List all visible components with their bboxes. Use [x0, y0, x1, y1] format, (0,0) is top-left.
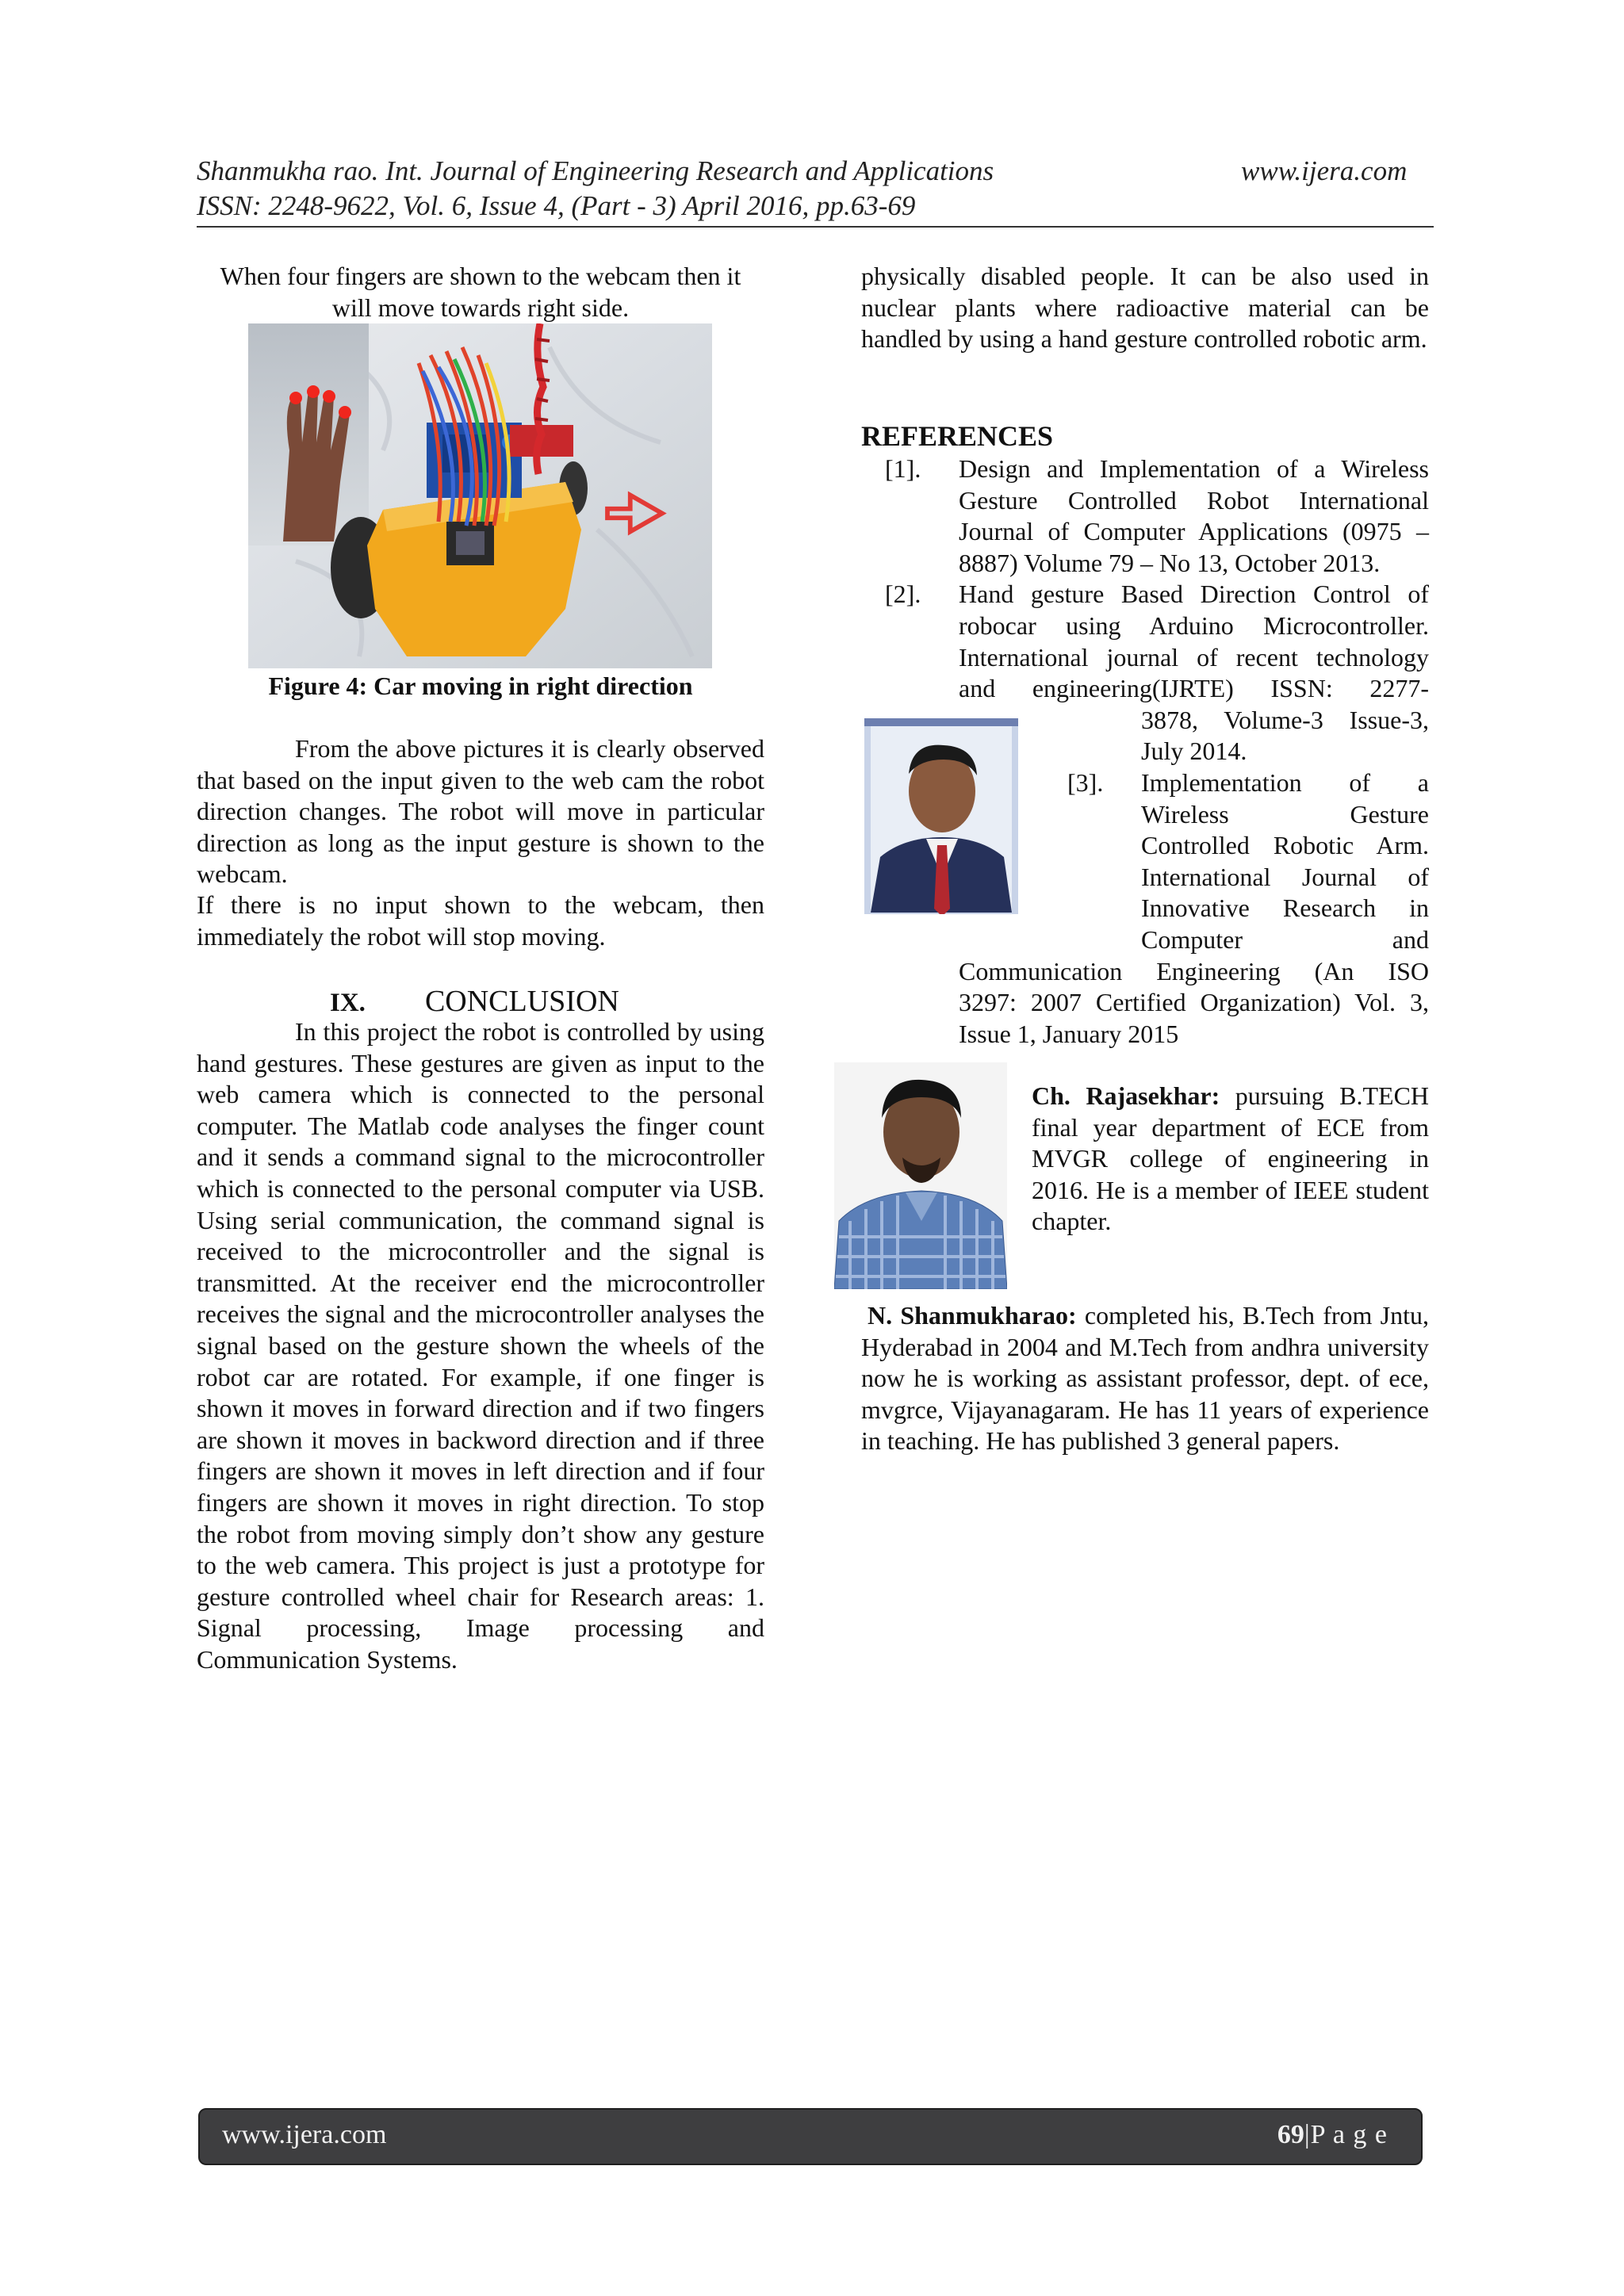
- ref3-line-6: Computer and: [1141, 925, 1429, 954]
- ref3-line-8: 3297: 2007 Certified Organization) Vol. 3,: [959, 988, 1429, 1017]
- ref1-line-3: Journal of Computer Applications (0975 –: [959, 517, 1429, 546]
- page-number: 69: [1277, 2120, 1304, 2149]
- ref3-line-7: Communication Engineering (An ISO: [959, 956, 1429, 985]
- footer-website: www.ijera.com: [222, 2120, 387, 2149]
- header-rule: [197, 226, 1434, 228]
- ref1-line-1: Design and Implementation of a Wireless: [959, 454, 1429, 483]
- intro-line-2: will move towards right side.: [331, 293, 630, 322]
- continued-paragraph: physically disabled people. It can be also used in nuclear plants where radioactive material can be handled by using a hand gesture controlled robotic arm.: [861, 262, 1429, 354]
- ref3-number: [3].: [1067, 768, 1104, 797]
- portrait-image: [864, 718, 1018, 922]
- ref2-line-2: robocar using Arduino Microcontroller.: [959, 611, 1429, 640]
- ref3-line-9: Issue 1, January 2015: [959, 1019, 1179, 1048]
- ref3-line-1: Implementation of a: [1141, 768, 1429, 797]
- footer-page: [1277, 2120, 1388, 2150]
- ref2-line-3: International journal of recent technology: [959, 642, 1429, 672]
- ref2-number: [2].: [885, 580, 921, 609]
- figure-4-image: [248, 323, 712, 668]
- ref2-line-1: Hand gesture Based Direction Control of: [959, 580, 1429, 609]
- page-footer: [198, 2108, 1423, 2165]
- ref1-number: [1].: [885, 454, 921, 483]
- bio-rajasekhar-name: Ch. Rajasekhar:: [1032, 1081, 1220, 1110]
- section-heading: [330, 983, 619, 1021]
- ref3-line-5: Innovative Research in: [1141, 894, 1429, 923]
- author-photo-rajasekhar: [834, 1062, 1007, 1289]
- ref2-line-4: and engineering(IJRTE) ISSN: 2277-: [959, 674, 1429, 703]
- ref3-line-3: Controlled Robotic Arm.: [1141, 831, 1429, 860]
- figure-caption: Figure 4: Car moving in right direction: [268, 672, 693, 700]
- intro-line-1: When four fingers are shown to the webcam then it: [220, 262, 741, 290]
- page-label: |P a g e: [1304, 2120, 1388, 2149]
- author-photo-shanmukharao: [864, 718, 1018, 922]
- ref2-line-6: July 2014.: [1141, 737, 1247, 766]
- references-heading: REFERENCES: [861, 420, 1054, 452]
- header-website: www.ijera.com: [1241, 155, 1408, 186]
- paragraph-stop: If there is no input shown to the webcam, then immediately the robot will stop moving.: [197, 890, 764, 951]
- bio-rajasekhar-text: pursuing B.TECH final year department of ECE from MVGR college of engineering in 2016. He is a member of IEEE student chapter.: [1032, 1081, 1430, 1236]
- portrait-image: [834, 1062, 1007, 1289]
- robot-car-photo: [248, 323, 712, 668]
- ref2-line-5: 3878, Volume-3 Issue-3,: [1141, 705, 1429, 734]
- ref1-line-2: Gesture Controlled Robot International: [959, 485, 1429, 515]
- ref3-line-2: Wireless Gesture: [1141, 799, 1429, 828]
- paragraph-observation: From the above pictures it is clearly observed that based on the input given to the web cam the robot direction changes. The robot will move in particular direction as long as the input gesture is shown to the webcam.: [197, 734, 764, 889]
- bio-shanmukharao-name: N. Shanmukharao:: [868, 1301, 1077, 1330]
- bio-rajasekhar: [1032, 1081, 1429, 1238]
- issn-line: ISSN: 2248-9622, Vol. 6, Issue 4, (Part - 3) April 2016, pp.63-69: [197, 190, 916, 221]
- ref1-line-4: 8887) Volume 79 – No 13, October 2013.: [959, 548, 1381, 577]
- conclusion-paragraph: In this project the robot is controlled by using hand gestures. These gestures are given as input to the web camera which is connected to the personal computer. The Matlab code analyses the finger count and it sends a command signal to the microcontroller which is connected to the personal computer via USB. Using serial communication, the command signal is received to the microcontroller and the signal is transmitted. At the receiver end the microcontroller receives the signal and the microcontroller analyses the signal based on the gesture shown the wheels of the robot car are rotated. For example, if one finger is shown it moves in forward direction and if two fingers are shown it moves in backword direction and if three fingers are shown it moves in left direction and if four fingers are shown it moves in right direction. To stop the robot from moving simply don’t show any gesture to the web camera. This project is just a prototype for gesture controlled wheel chair for Research areas: 1. Signal processing, Image processing and Communication Systems.: [197, 1017, 764, 1674]
- bio-shanmukharao: [861, 1300, 1429, 1457]
- section-number: IX.: [330, 989, 366, 1017]
- section-title: CONCLUSION: [424, 985, 619, 1018]
- bio-shanmukharao-text: completed his, B.Tech from Jntu, Hyderabad in 2004 and M.Tech from andhra university now he is working as assistant professor, dept. of ece, mvgrce, Vijayanagaram. He has 11 years of experience in teaching. He has published 3 general papers.: [861, 1301, 1430, 1456]
- journal-line: Shanmukha rao. Int. Journal of Engineering Research and Applications: [197, 155, 994, 186]
- ref3-line-4: International Journal of: [1141, 862, 1429, 891]
